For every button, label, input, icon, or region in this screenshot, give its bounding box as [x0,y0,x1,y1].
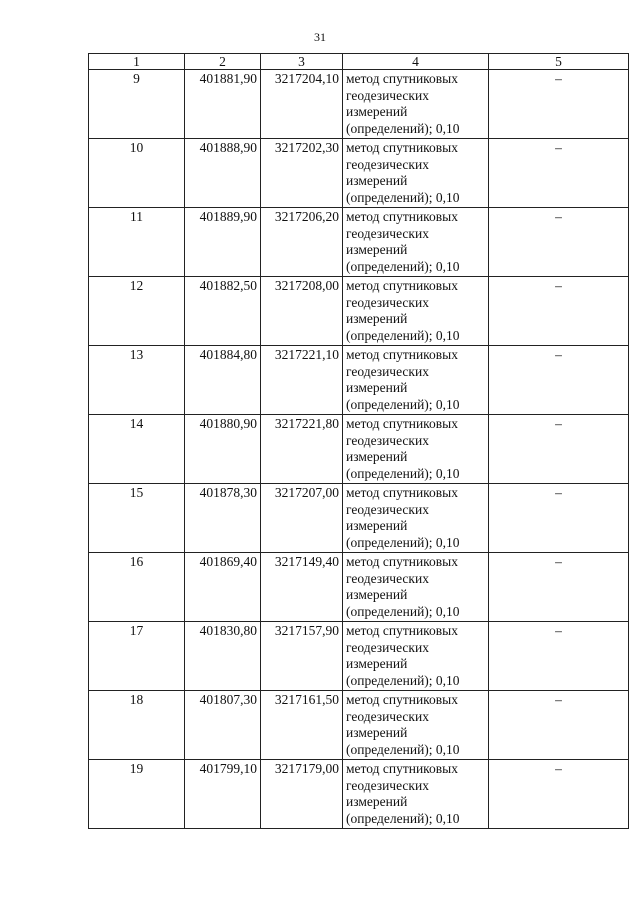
note-dash: – [489,277,629,346]
method-line: геодезических [346,639,429,655]
method-line: геодезических [346,363,429,379]
method-cell [343,70,489,139]
point-number: 13 [89,346,185,415]
table-row [89,277,629,346]
table-row [89,553,629,622]
point-number: 12 [89,277,185,346]
method-cell [343,415,489,484]
method-cell [343,277,489,346]
header-col-3: 3 [261,54,343,70]
note-dash: – [489,208,629,277]
coordinate-y: 3217179,00 [261,760,343,829]
note-dash: – [489,760,629,829]
method-line: метод спутниковых [346,416,458,431]
table-row [89,691,629,760]
method-line: измерений [346,518,408,533]
method-line: измерений [346,449,408,464]
method-line: метод спутниковых [346,554,458,569]
table-row [89,415,629,484]
note-dash: – [489,70,629,139]
point-number: 18 [89,691,185,760]
coordinate-y: 3217208,00 [261,277,343,346]
method-cell [343,760,489,829]
method-cell [343,484,489,553]
method-line: измерений [346,794,408,809]
note-dash: – [489,622,629,691]
method-line: геодезических [346,156,429,172]
method-line: метод спутниковых [346,278,458,293]
method-line: (определений); 0,10 [346,534,460,550]
table-row [89,760,629,829]
point-number: 10 [89,139,185,208]
coordinate-y: 3217204,10 [261,70,343,139]
point-number: 9 [89,70,185,139]
method-line: метод спутниковых [346,692,458,707]
header-col-4: 4 [343,54,489,70]
method-line: геодезических [346,87,429,103]
table-row [89,208,629,277]
method-cell [343,553,489,622]
coordinate-x: 401881,90 [185,70,261,139]
method-line: геодезических [346,708,429,724]
point-number: 14 [89,415,185,484]
coordinate-x: 401888,90 [185,139,261,208]
coordinate-x: 401799,10 [185,760,261,829]
coordinate-y: 3217221,80 [261,415,343,484]
table-row [89,70,629,139]
coordinate-x: 401882,50 [185,277,261,346]
method-line: (определений); 0,10 [346,258,460,274]
table-row [89,346,629,415]
header-row [89,54,629,70]
note-dash: – [489,346,629,415]
coordinates-table [88,53,629,829]
method-line: (определений); 0,10 [346,465,460,481]
method-line: измерений [346,173,408,188]
point-number: 11 [89,208,185,277]
method-line: геодезических [346,225,429,241]
method-line: (определений); 0,10 [346,603,460,619]
method-line: (определений); 0,10 [346,120,460,136]
method-line: (определений); 0,10 [346,189,460,205]
method-line: геодезических [346,777,429,793]
method-line: геодезических [346,294,429,310]
header-col-2: 2 [185,54,261,70]
note-dash: – [489,484,629,553]
coordinate-y: 3217221,10 [261,346,343,415]
table-body [89,70,629,829]
method-line: метод спутниковых [346,485,458,500]
method-line: геодезических [346,432,429,448]
note-dash: – [489,415,629,484]
coordinate-x: 401880,90 [185,415,261,484]
method-cell [343,139,489,208]
method-line: метод спутниковых [346,623,458,638]
method-line: (определений); 0,10 [346,810,460,826]
point-number: 17 [89,622,185,691]
method-line: метод спутниковых [346,209,458,224]
coordinate-x: 401878,30 [185,484,261,553]
method-line: метод спутниковых [346,761,458,776]
table-header [89,54,629,70]
coordinate-x: 401807,30 [185,691,261,760]
note-dash: – [489,691,629,760]
table-row [89,139,629,208]
method-cell [343,691,489,760]
method-line: измерений [346,311,408,326]
point-number: 15 [89,484,185,553]
coordinate-x: 401869,40 [185,553,261,622]
table-row [89,484,629,553]
method-line: измерений [346,104,408,119]
coordinate-y: 3217206,20 [261,208,343,277]
header-col-5: 5 [489,54,629,70]
method-line: (определений); 0,10 [346,741,460,757]
table-row [89,622,629,691]
method-cell [343,208,489,277]
point-number: 19 [89,760,185,829]
method-cell [343,622,489,691]
method-line: геодезических [346,501,429,517]
method-line: измерений [346,587,408,602]
method-line: измерений [346,380,408,395]
note-dash: – [489,139,629,208]
page-number: 31 [314,30,326,44]
method-line: геодезических [346,570,429,586]
method-line: измерений [346,725,408,740]
method-line: метод спутниковых [346,347,458,362]
coordinate-y: 3217149,40 [261,553,343,622]
header-col-1: 1 [89,54,185,70]
point-number: 16 [89,553,185,622]
method-line: (определений); 0,10 [346,327,460,343]
coordinate-y: 3217161,50 [261,691,343,760]
method-line: измерений [346,242,408,257]
method-line: метод спутниковых [346,71,458,86]
note-dash: – [489,553,629,622]
method-line: измерений [346,656,408,671]
coordinate-y: 3217207,00 [261,484,343,553]
coordinate-y: 3217157,90 [261,622,343,691]
method-line: (определений); 0,10 [346,672,460,688]
coordinate-x: 401884,80 [185,346,261,415]
coordinate-x: 401889,90 [185,208,261,277]
method-cell [343,346,489,415]
method-line: метод спутниковых [346,140,458,155]
coordinate-y: 3217202,30 [261,139,343,208]
method-line: (определений); 0,10 [346,396,460,412]
coordinate-x: 401830,80 [185,622,261,691]
